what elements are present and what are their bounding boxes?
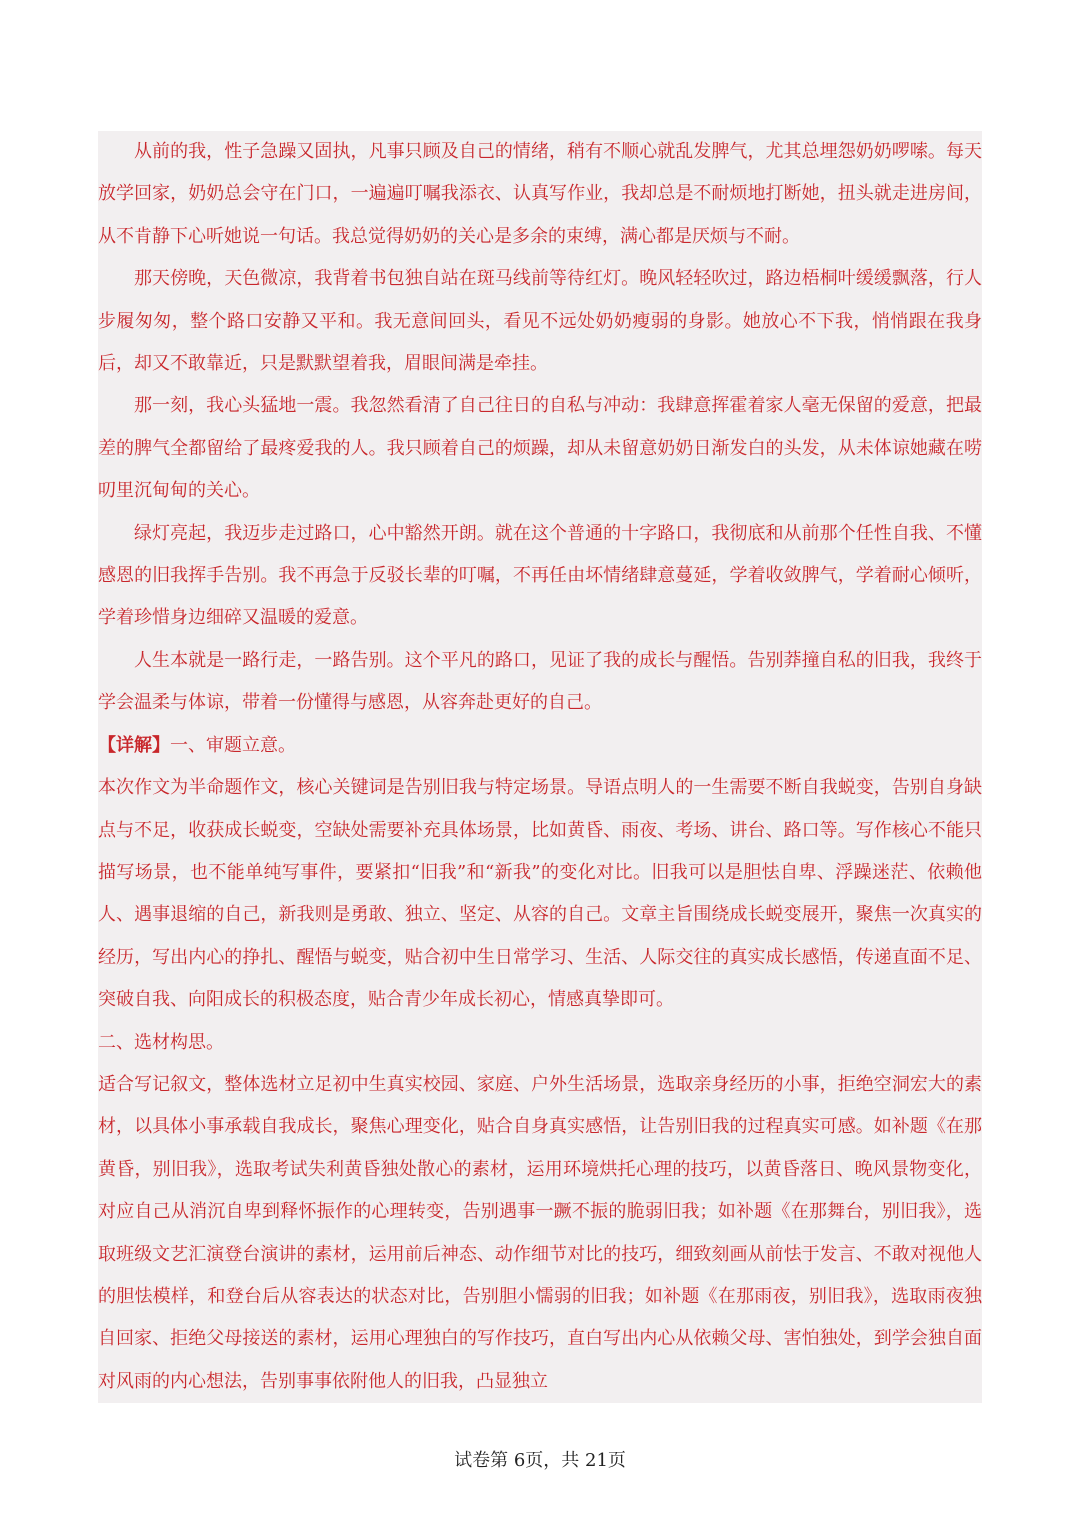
answer-content (98, 131, 982, 1403)
essay-paragraph-1: 从前的我，性子急躁又固执，凡事只顾及自己的情绪，稍有不顺心就乱发脾气，尤其总埋怨奶奶啰嗦。每天放学回家，奶奶总会守在门口，一遍遍叮嘱我添衣、认真写作业，我却总是不耐烦地打断她，扭头就走进房间，从不肯静下心听她说一句话。我总觉得奶奶的关心是多余的束缚，满心都是厌烦与不耐。 (98, 141, 982, 247)
essay-paragraph-5: 人生本就是一路行走，一路告别。这个平凡的路口，见证了我的成长与醒悟。告别莽撞自私的旧我，我终于学会温柔与体谅，带着一份懂得与感恩，从容奔赴更好的自己。 (98, 649, 982, 714)
analysis-heading (98, 725, 982, 767)
section-1-body: 本次作文为半命题作文，核心关键词是告别旧我与特定场景。导语点明人的一生需要不断自我蜕变，告别自身缺点与不足，收获成长蜕变，空缺处需要补充具体场景，比如黄昏、雨夜、考场、讲台、路口等。写作核心不能只描写场景，也不能单纯写事件，要紧扣“旧我”和“新我”的变化对比。旧我可以是胆怯自卑、浮躁迷茫、依赖他人、遇事退缩的自己，新我则是勇敢、独立、坚定、从容的自己。文章主旨围绕成长蜕变展开，聚焦一次真实的经历，写出内心的挣扎、醒悟与蜕变，贴合初中生日常学习、生活、人际交往的真实成长感悟，传递直面不足、突破自我、向阳成长的积极态度，贴合青少年成长初心，情感真挚即可。 (98, 777, 982, 1011)
essay-paragraph-2: 那天傍晚，天色微凉，我背着书包独自站在斑马线前等待红灯。晚风轻轻吹过，路边梧桐叶缓缓飘落，行人步履匆匆，整个路口安静又平和。我无意间回头，看见不远处奶奶瘦弱的身影。她放心不下我，悄悄跟在我身后，却又不敢靠近，只是默默望着我，眉眼间满是牵挂。 (98, 268, 982, 375)
analysis-label: 【详解】 (98, 734, 170, 756)
section-2-body: 适合写记叙文，整体选材立足初中生真实校园、家庭、户外生活场景，选取亲身经历的小事，拒绝空洞宏大的素材，以具体小事承载自我成长，聚焦心理变化，贴合自身真实感悟，让告别旧我的过程真实可感。如补题《在那黄昏，别旧我》，选取考试失利黄昏独处散心的素材，运用环境烘托心理的技巧，以黄昏落日、晚风景物变化，对应自己从消沉自卑到释怀振作的心理转变，告别遇事一蹶不振的脆弱旧我；如补题《在那舞台，别旧我》，选取班级文艺汇演登台演讲的素材，运用前后神态、动作细节对比的技巧，细致刻画从前怯于发言、不敢对视他人的胆怯模样，和登台后从容表达的状态对比，告别胆小懦弱的旧我；如补题《在那雨夜，别旧我》，选取雨夜独自回家、拒绝父母接送的素材，运用心理独白的写作技巧，直白写出内心从依赖父母、害怕独处，到学会独自面对风雨的内心想法，告别事事依附他人的旧我，凸显独立 (98, 1073, 982, 1392)
essay-paragraph-4: 绿灯亮起，我迈步走过路口，心中豁然开朗。就在这个普通的十字路口，我彻底和从前那个任性自我、不懂感恩的旧我挥手告别。我不再急于反驳长辈的叮嘱，不再任由坏情绪肆意蔓延，学着收敛脾气，学着耐心倾听，学着珍惜身边细碎又温暖的爱意。 (98, 522, 982, 629)
essay-paragraph-3: 那一刻，我心头猛地一震。我忽然看清了自己往日的自私与冲动：我肆意挥霍着家人毫无保留的爱意，把最差的脾气全都留给了最疼爱我的人。我只顾着自己的烦躁，却从未留意奶奶日渐发白的头发，从未体谅她藏在唠叨里沉甸甸的关心。 (98, 395, 982, 502)
section-2-title: 二、选材构思。 (98, 1031, 224, 1053)
section-1-title: 一、审题立意。 (170, 734, 296, 756)
page-number: 试卷第 6页，共 21页 (454, 1450, 626, 1471)
